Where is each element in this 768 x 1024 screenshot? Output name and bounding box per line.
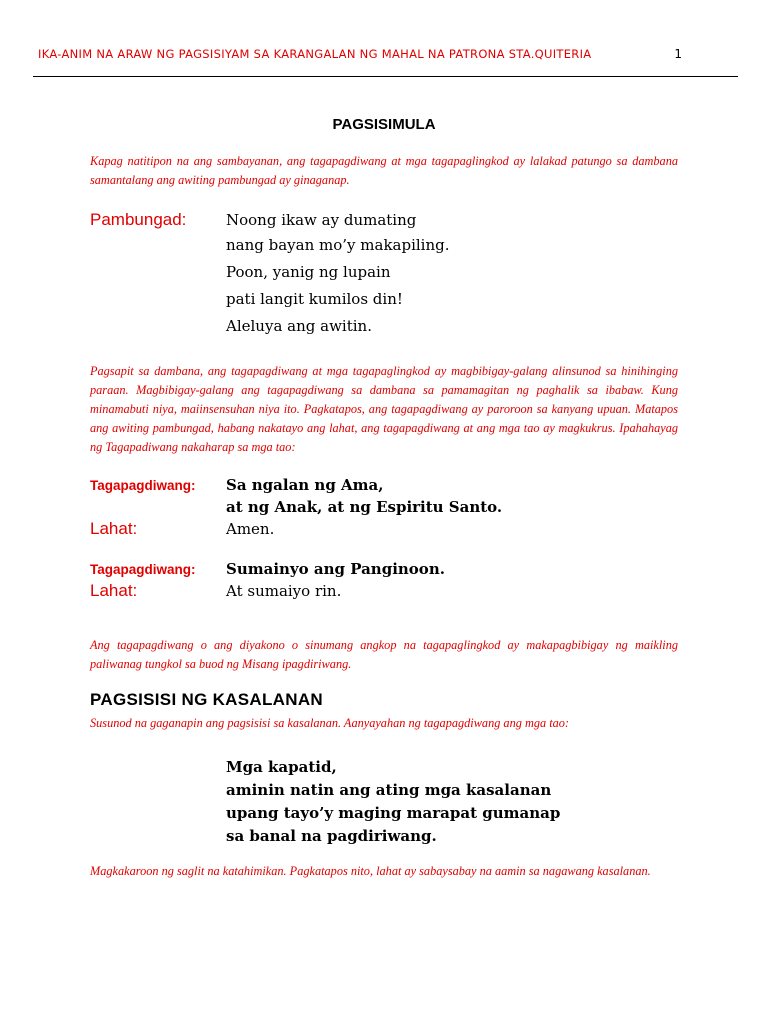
presider-label: Tagapagdiwang: <box>90 478 196 493</box>
rubric-silence: Magkakaroon ng saglit na katahimikan. Pagkatapos nito, lahat ay sabaysabay na aamin sa nagawang kasalanan. <box>90 864 651 878</box>
hymn-line: nang bayan mo’y makapiling. <box>226 236 450 254</box>
presider-label: Tagapagdiwang: <box>90 562 196 577</box>
hymn-line: pati langit kumilos din! <box>226 290 403 308</box>
people-response: At sumaiyo rin. <box>226 582 342 600</box>
header-divider <box>33 76 738 77</box>
hymn-line: Aleluya ang awitin. <box>226 317 372 335</box>
people-label: Lahat: <box>90 581 138 600</box>
section-title-pagsisisi: PAGSISISI NG KASALANAN <box>90 690 323 709</box>
page-number: 1 <box>674 47 682 61</box>
rubric-explanation: Ang tagapagdiwang o ang diyakono o sinumang angkop na tagapaglingkod ay makapagbibigay ng maikling paliwanag tungkol sa buod ng Misang ipagdiriwang. <box>90 638 678 671</box>
rubric-penitential: Susunod na gaganapin ang pagsisisi sa kasalanan. Aanyayahan ng tagapagdiwang ang mga tao: <box>90 716 570 730</box>
invitation-line: sa banal na pagdiriwang. <box>226 827 437 845</box>
header-title: IKA-ANIM NA ARAW NG PAGSISIYAM SA KARANGALAN NG MAHAL NA PATRONA STA.QUITERIA <box>38 47 592 61</box>
opening-hymn <box>226 208 450 339</box>
rubric-entrance: Kapag natitipon na ang sambayanan, ang tagapagdiwang at mga tagapaglingkod ay lalakad patungo sa dambana samantalang ang awiting pambungad ay ginaganap. <box>90 154 678 187</box>
invitation-line: upang tayo’y maging marapat gumanap <box>226 804 561 822</box>
presider-lines <box>226 474 502 518</box>
presider-line: Sumainyo ang Panginoon. <box>226 560 445 578</box>
opening-label: Pambungad: <box>90 210 187 229</box>
people-response: Amen. <box>226 520 275 538</box>
hymn-line: Poon, yanig ng lupain <box>226 263 391 281</box>
hymn-line: Noong ikaw ay dumating <box>226 211 417 229</box>
rubric-altar: Pagsapit sa dambana, ang tagapagdiwang at mga tagapaglingkod ay magbibigay-galang alinsunod sa hinihinging paraan. Magbibigay-galang ang tagapagdiwang sa dambana sa pamamagitan ng paghalik sa ibabaw. Kung minamabuti niya, maiinsensuhan niya ito. Pagkatapos, ang tagapagdiwang ay paroroon sa kanyang upuan. Matapos ang awiting pambungad, habang nakatayo ang lahat, ang tagapagdiwang at ang mga tao ay magkukrus. Ipahahayag ng Tagapadiwang nakaharap sa mga tao: <box>90 364 678 454</box>
penitential-invitation <box>226 756 560 848</box>
presider-line: Sa ngalan ng Ama, <box>226 476 384 494</box>
page-header <box>33 47 738 61</box>
section-title-pagsisimula: PAGSISIMULA <box>332 116 436 133</box>
presider-line: at ng Anak, at ng Espiritu Santo. <box>226 498 503 516</box>
people-label: Lahat: <box>90 519 138 538</box>
invitation-line: Mga kapatid, <box>226 758 337 776</box>
invitation-line: aminin natin ang ating mga kasalanan <box>226 781 552 799</box>
